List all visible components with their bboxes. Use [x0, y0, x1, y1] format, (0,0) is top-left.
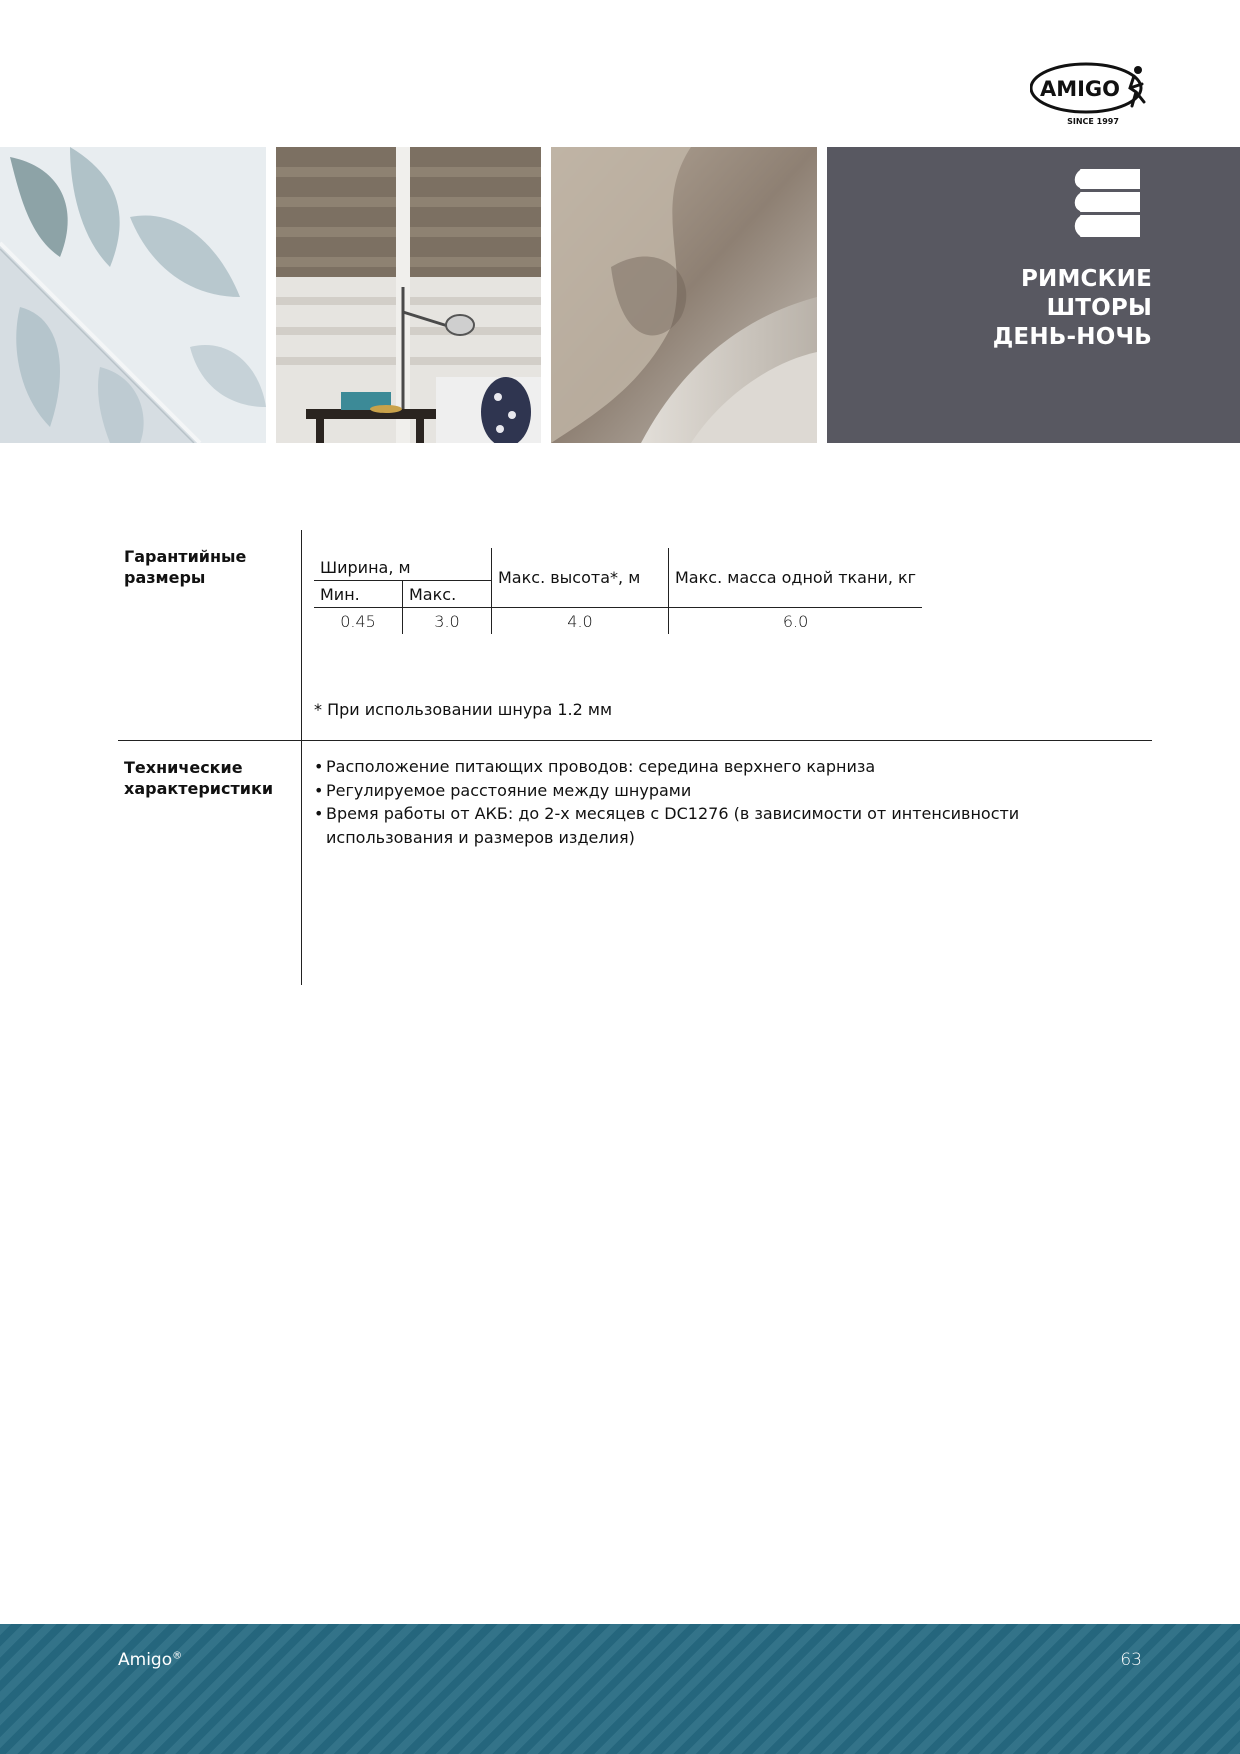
list-item: • Регулируемое расстояние между шнурами [314, 779, 1026, 803]
max-mass-value: 6.0 [782, 611, 809, 631]
divider-vertical-bottom [301, 660, 302, 985]
title-line-2: ШТОРЫ [1046, 295, 1152, 321]
width-header: Ширина, м [314, 548, 492, 581]
title-panel [827, 147, 1240, 443]
registered-mark: ® [172, 1650, 183, 1662]
min-header: Мин. [314, 581, 403, 608]
min-width-value: 0.45 [314, 608, 403, 635]
section-divider [118, 740, 1152, 741]
title-line-1: РИМСКИЕ [1020, 266, 1152, 292]
max-height-value: 4.0 [492, 608, 669, 635]
svg-text:AMIGO: AMIGO [1039, 77, 1121, 101]
list-item: • Время работы от АКБ: до 2-х месяцев с DC1276 (в зависимости от интенсивности использования и размеров изделия) [314, 802, 1026, 849]
technical-label: Технические характеристики [124, 758, 274, 798]
product-title [993, 265, 1152, 352]
guaranteed-sizes-label: Гарантийные размеры [124, 547, 247, 587]
footnote: * При использовании шнура 1.2 мм [314, 700, 613, 719]
divider-vertical-top [301, 530, 302, 660]
title-line-3: ДЕНЬ-НОЧЬ [992, 324, 1152, 350]
max-height-header: Макс. высота*, м [492, 548, 669, 608]
list-item: • Расположение питающих проводов: середина верхнего карниза [314, 755, 1026, 779]
technical-list [314, 755, 1026, 849]
beige-fabric-folds-photo [551, 147, 817, 443]
photo-strip [0, 147, 1240, 443]
dimensions-table [314, 548, 922, 634]
page-footer [0, 1624, 1240, 1754]
max-header: Макс. [403, 581, 492, 608]
amigo-logo-graphic [1030, 58, 1154, 130]
zebra-blind-window-photo [276, 147, 541, 443]
max-mass-header: Макс. масса одной ткани, кг [669, 548, 923, 608]
leaf-print-fabric-photo [0, 147, 266, 443]
amigo-logo [1030, 58, 1154, 130]
page-number: 63 [1120, 1650, 1142, 1670]
svg-text:SINCE 1997: SINCE 1997 [1067, 117, 1119, 126]
footer-brand [118, 1650, 182, 1670]
roman-blind-icon [1072, 167, 1144, 239]
max-width-value: 3.0 [403, 608, 492, 635]
brand-name: Amigo [118, 1650, 173, 1670]
